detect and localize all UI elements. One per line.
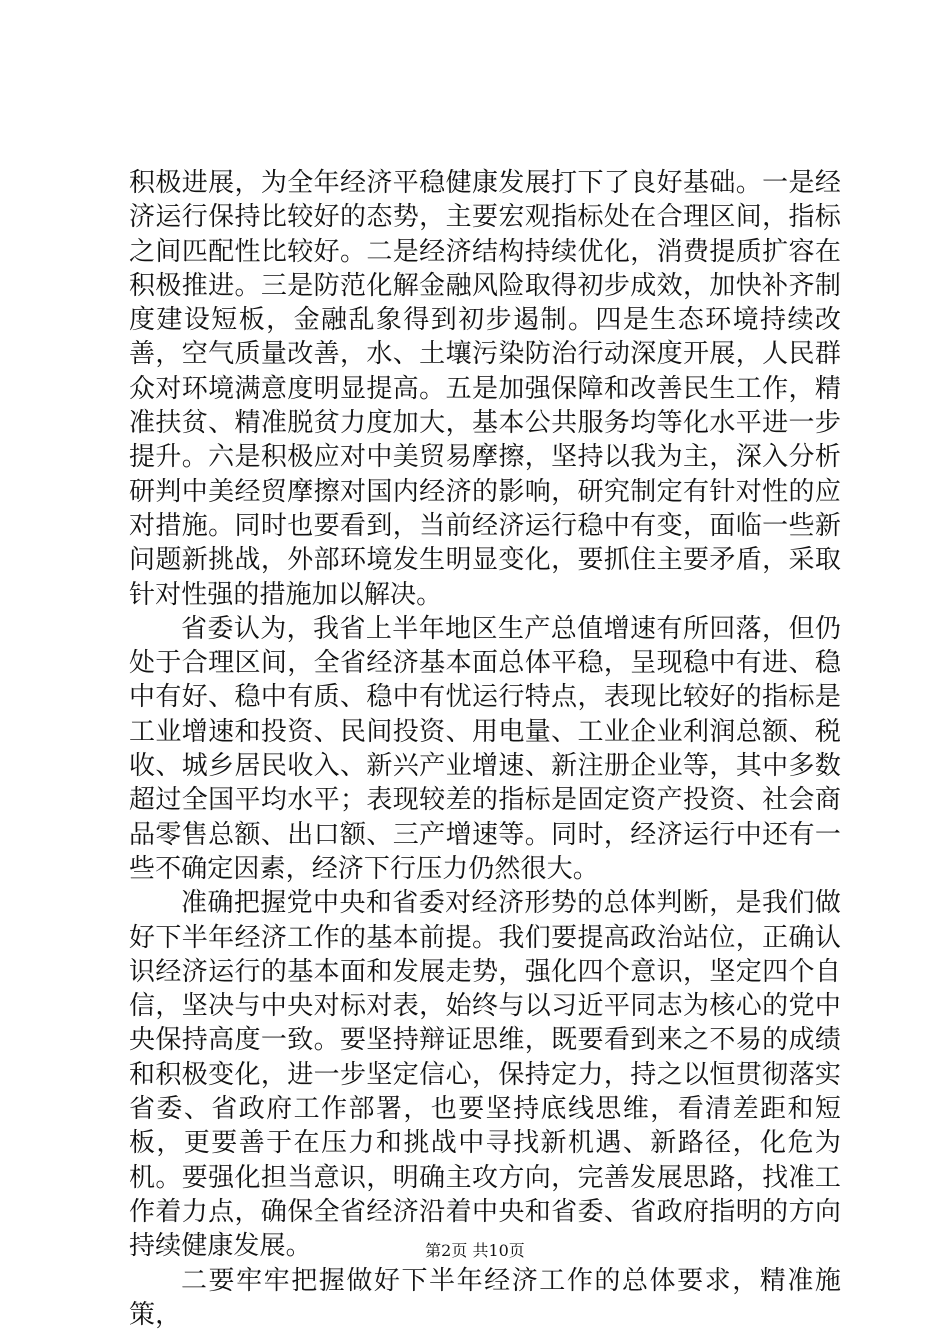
page-number-footer: 第2页 共10页: [425, 1241, 525, 1260]
paragraph-continuation: 积极进展，为全年经济平稳健康发展打下了良好基础。一是经济运行保持比较好的态势，主要宏观指标处在合理区间，指标之间匹配性比较好。二是经济结构持续优化，消费提质扩容在积极推进。三是防范化解金融风险取得初步成效，加快补齐制度建设短板，金融乱象得到初步遏制。四是生态环境持续改善，空气质量改善，水、土壤污染防治行动深度开展，人民群众对环境满意度明显提高。五是加强保障和改善民生工作，精准扶贫、精准脱贫力度加大，基本公共服务均等化水平进一步提升。六是积极应对中美贸易摩擦，坚持以我为主，深入分析研判中美经贸摩擦对国内经济的影响，研究制定有针对性的应对措施。同时也要看到，当前经济运行稳中有变，面临一些新问题新挑战，外部环境发生明显变化，要抓住主要矛盾，采取针对性强的措施加以解决。: [129, 168, 841, 610]
paragraph-provincial-committee: 省委认为，我省上半年地区生产总值增速有所回落，但仍处于合理区间，全省经济基本面总体平稳，呈现稳中有进、稳中有好、稳中有质、稳中有忧运行特点，表现比较好的指标是工业增速和投资、民间投资、用电量、工业企业利润总额、税收、城乡居民收入、新兴产业增速、新注册企业等，其中多数超过全国平均水平；表现较差的指标是固定资产投资、社会商品零售总额、出口额、三产增速等。同时，经济运行中还有一些不确定因素，经济下行压力仍然很大。: [129, 613, 841, 884]
document-body: [129, 166, 841, 1332]
paragraph-second-requirement: 二要牢牢把握做好下半年经济工作的总体要求，精准施策，: [129, 1265, 841, 1330]
paragraph-economic-judgement: 准确把握党中央和省委对经济形势的总体判断，是我们做好下半年经济工作的基本前提。我们要提高政治站位，正确认识经济运行的基本面和发展走势，强化四个意识，坚定四个自信，坚决与中央对标对表，始终与以习近平同志为核心的党中央保持高度一致。要坚持辩证思维，既要看到来之不易的成绩和积极变化，进一步坚定信心，保持定力，持之以恒贯彻落实省委、省政府工作部署，也要坚持底线思维，看清差距和短板，更要善于在压力和挑战中寻找新机遇、新路径，化危为机。要强化担当意识，明确主攻方向，完善发展思路，找准工作着力点，确保全省经济沿着中央和省委、省政府指明的方向持续健康发展。: [129, 888, 841, 1262]
